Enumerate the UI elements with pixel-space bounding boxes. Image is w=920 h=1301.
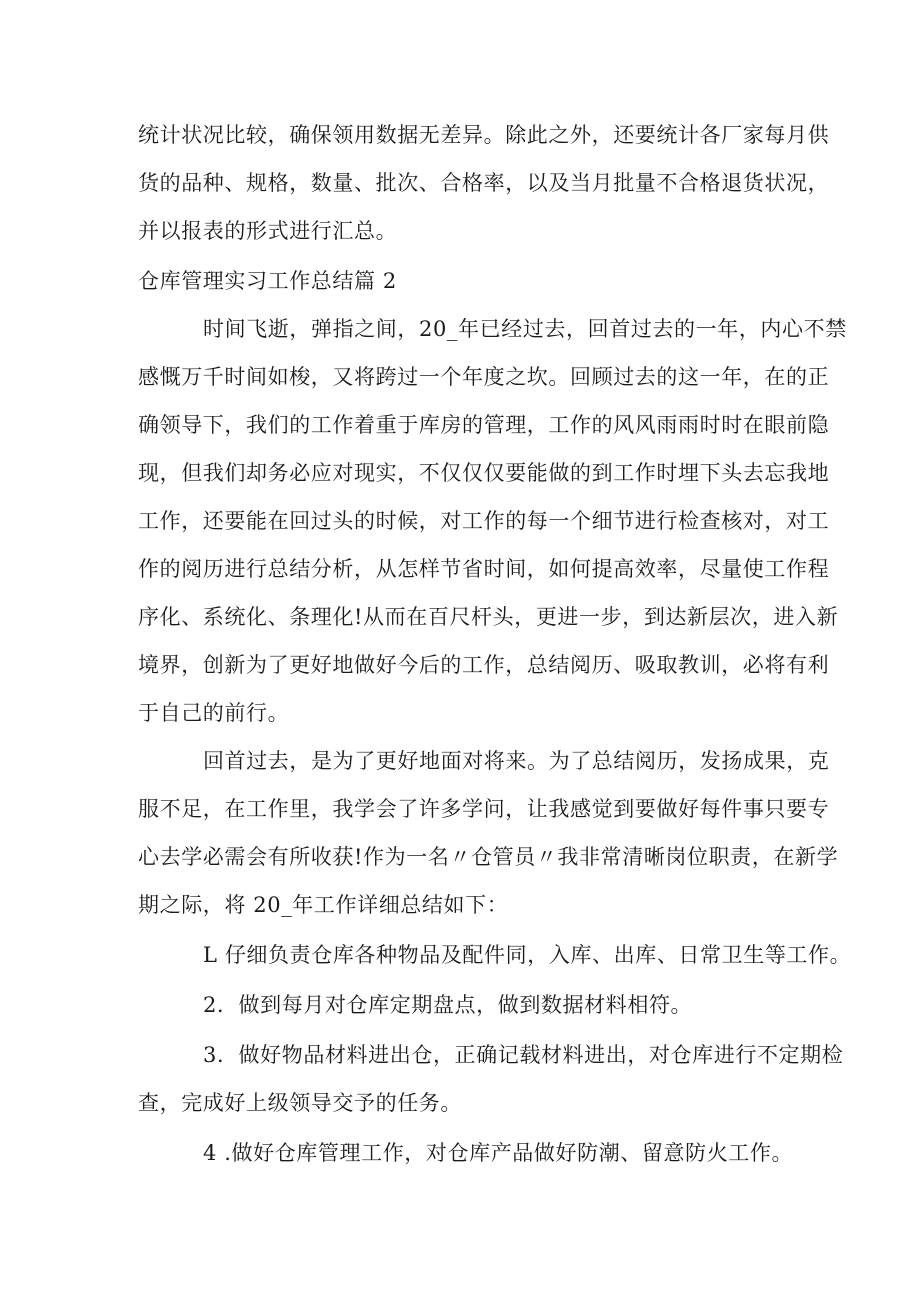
list-item: 3．做好物品材料进出仓，正确记载材料进出，对仓库进行不定期检 bbox=[203, 1043, 844, 1067]
text-line: 期之际，将 20_年工作详细总结如下： bbox=[138, 893, 509, 917]
text-line: 作的阅历进行总结分析，从怎样节省时间，如何提高效率，尽量使工作程 bbox=[138, 557, 830, 581]
text-line: 工作，还要能在回过头的时候，对工作的每一个细节进行检查核对，对工 bbox=[138, 509, 830, 533]
list-item: L 仔细负责仓库各种物品及配件同，入库、出库、日常卫生等工作。 bbox=[203, 943, 852, 967]
text-line: 现，但我们却务必应对现实，不仅仅仅要能做的到工作时埋下头去忘我地 bbox=[138, 461, 830, 485]
list-item-continuation: 查，完成好上级领导交予的任务。 bbox=[138, 1091, 462, 1115]
text-line: 感慨万千时间如梭，又将跨过一个年度之坎。回顾过去的这一年，在的正 bbox=[138, 365, 830, 389]
text-line: 于自己的前行。 bbox=[138, 701, 290, 725]
text-line: 心去学必需会有所收获!作为一名〃仓管员〃我非常清晰岗位职责，在新学 bbox=[138, 845, 839, 869]
text-line: 回首过去，是为了更好地面对将来。为了总结阅历，发扬成果，克 bbox=[203, 749, 830, 773]
text-line: 时间飞逝，弹指之间，20_年已经过去，回首过去的一年，内心不禁 bbox=[203, 317, 847, 341]
text-line: 序化、系统化、条理化!从而在百尺杆头，更进一步，到达新层次，进入新 bbox=[138, 605, 839, 629]
text-line: 服不足，在工作里，我学会了许多学问，让我感觉到要做好每件事只要专 bbox=[138, 797, 830, 821]
text-line: 货的品种、规格，数量、批次、合格率，以及当月批量不合格退货状况， bbox=[138, 171, 830, 195]
list-item: 2．做到每月对仓库定期盘点，做到数据材料相符。 bbox=[203, 993, 693, 1017]
list-item: 4 .做好仓库管理工作，对仓库产品做好防潮、留意防火工作。 bbox=[203, 1141, 794, 1165]
text-line: 统计状况比较，确保领用数据无差异。除此之外，还要统计各厂家每月供 bbox=[138, 123, 830, 147]
text-line: 境界，创新为了更好地做好今后的工作，总结阅历、吸取教训，必将有利 bbox=[138, 653, 830, 677]
text-line: 确领导下，我们的工作着重于库房的管理，工作的风风雨雨时时在眼前隐 bbox=[138, 413, 830, 437]
text-line: 并以报表的形式进行汇总。 bbox=[138, 219, 398, 243]
section-heading: 仓库管理实习工作总结篇 2 bbox=[138, 269, 397, 293]
